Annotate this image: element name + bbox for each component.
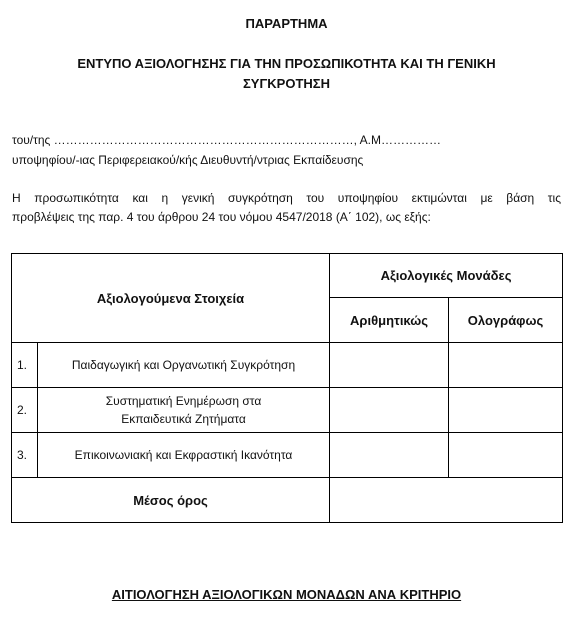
- score-numeric-cell[interactable]: [330, 343, 449, 388]
- score-written-cell[interactable]: [449, 388, 563, 433]
- candidate-role-line: υποψηφίου/-ιας Περιφερειακού/κής Διευθυντή/ντριας Εκπαίδευσης: [12, 153, 364, 167]
- form-title: [0, 54, 573, 94]
- header-written: Ολογράφως: [449, 298, 563, 343]
- table-row: [12, 388, 563, 433]
- header-evaluated-items: Αξιολογούμενα Στοιχεία: [12, 254, 330, 343]
- candidate-name-line: του/της …………………………………………………………………, Α.Μ……………: [12, 133, 442, 147]
- intro-line-2: προβλέψεις της παρ. 4 του άρθρου 24 του νόμου 4547/2018 (Α΄ 102), ως εξής:: [12, 210, 431, 224]
- row-number: 1.: [12, 343, 38, 388]
- row-criterion: [38, 388, 330, 433]
- row-criterion-line-2: Εκπαιδευτικά Ζητήματα: [121, 412, 246, 426]
- row-number: 2.: [12, 388, 38, 433]
- score-written-cell[interactable]: [449, 343, 563, 388]
- row-number: 3.: [12, 433, 38, 478]
- average-label: Μέσος όρος: [12, 478, 330, 523]
- section-heading: ΑΙΤΙΟΛΟΓΗΣΗ ΑΞΙΟΛΟΓΙΚΩΝ ΜΟΝΑΔΩΝ ΑΝΑ ΚΡΙΤΗΡΙΟ: [111, 587, 462, 602]
- form-title-line-2: ΣΥΓΚΡΟΤΗΣΗ: [243, 76, 330, 91]
- form-title-line-1: ΕΝΤΥΠΟ ΑΞΙΟΛΟΓΗΣΗΣ ΓΙΑ ΤΗΝ ΠΡΟΣΩΠΙΚΟΤΗΤΑ ΚΑΙ ΤΗ ΓΕΝΙΚΗ: [77, 56, 496, 71]
- row-criterion: Παιδαγωγική και Οργανωτική Συγκρότηση: [38, 343, 330, 388]
- header-numeric: Αριθμητικώς: [330, 298, 449, 343]
- table-row: [12, 433, 563, 478]
- average-value-cell[interactable]: [330, 478, 563, 523]
- score-numeric-cell[interactable]: [330, 433, 449, 478]
- header-evaluation-units: Αξιολογικές Μονάδες: [330, 254, 563, 298]
- row-criterion-line-1: Συστηματική Ενημέρωση στα: [105, 394, 262, 408]
- table-row: [12, 343, 563, 388]
- intro-paragraph: [12, 189, 561, 227]
- average-row: [12, 478, 563, 523]
- document-title: ΠΑΡΑΡΤΗΜΑ: [245, 16, 328, 31]
- score-written-cell[interactable]: [449, 433, 563, 478]
- row-criterion: Επικοινωνιακή και Εκφραστική Ικανότητα: [38, 433, 330, 478]
- evaluation-table: [11, 253, 563, 523]
- score-numeric-cell[interactable]: [330, 388, 449, 433]
- intro-line-1: Η προσωπικότητα και η γενική συγκρότηση του υποψηφίου εκτιμώνται με βάση τις: [12, 191, 561, 205]
- table-header-row: [12, 254, 563, 298]
